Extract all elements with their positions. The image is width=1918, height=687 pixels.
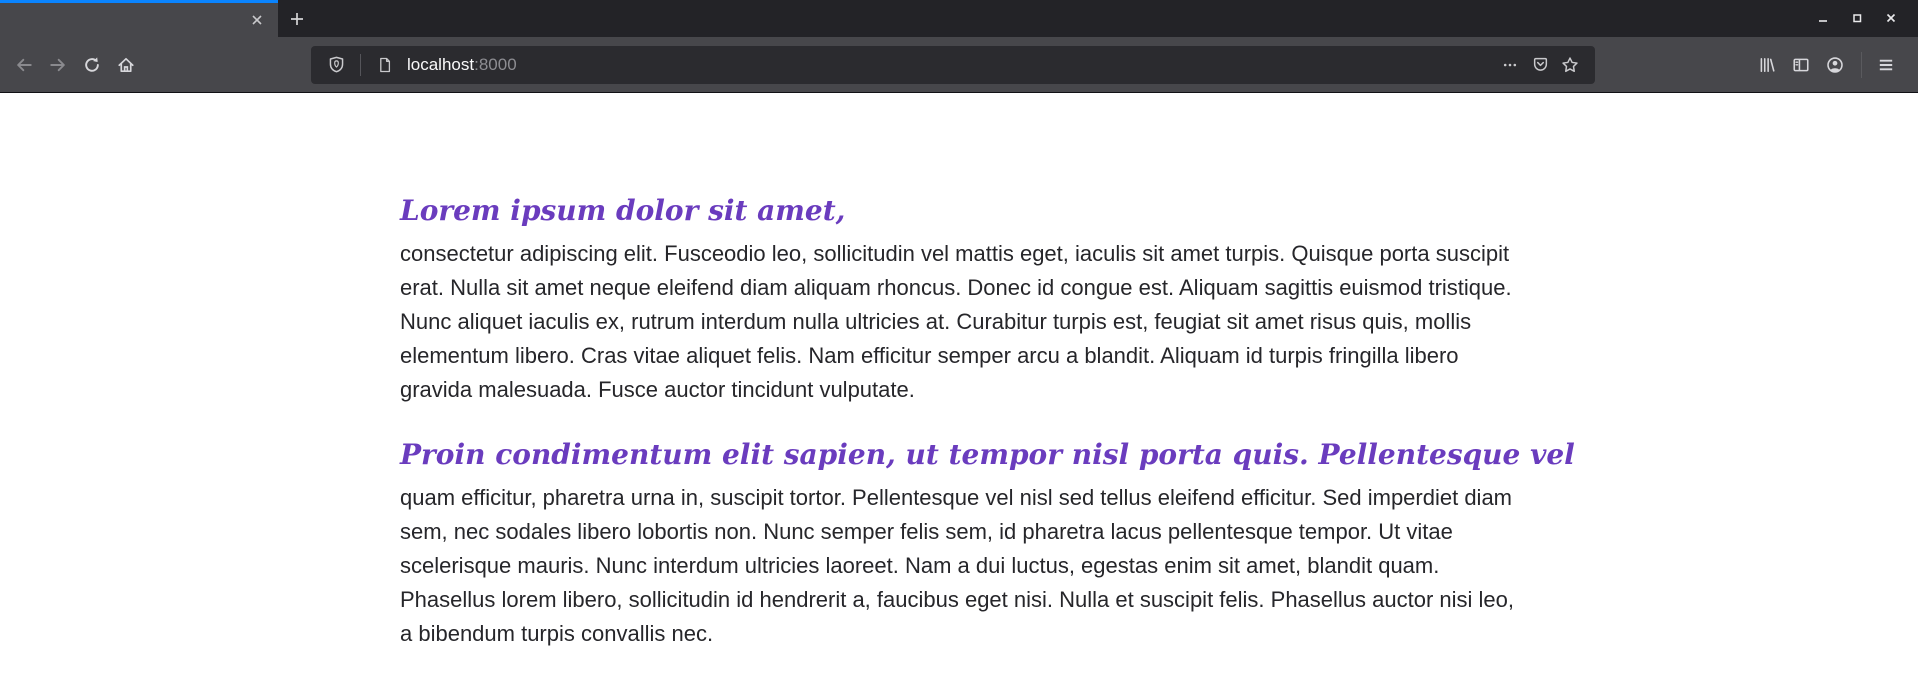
section-1 bbox=[400, 193, 1518, 407]
pocket-button[interactable] bbox=[1525, 50, 1555, 80]
new-tab-plus-icon bbox=[289, 11, 305, 27]
library-icon bbox=[1758, 56, 1776, 74]
menu-hamburger-icon bbox=[1877, 56, 1895, 74]
account-icon bbox=[1826, 56, 1844, 74]
tab-close-icon[interactable] bbox=[246, 9, 268, 31]
back-arrow-icon bbox=[15, 56, 33, 74]
home-icon bbox=[117, 56, 135, 74]
bookmark-star-icon bbox=[1561, 56, 1579, 74]
sidebar-icon bbox=[1792, 56, 1810, 74]
library-button[interactable] bbox=[1751, 49, 1783, 81]
toolbar-divider bbox=[1861, 52, 1862, 78]
browser-tab[interactable] bbox=[0, 0, 278, 37]
url-input[interactable] bbox=[407, 55, 517, 75]
forward-button[interactable] bbox=[42, 49, 74, 81]
home-button[interactable] bbox=[110, 49, 142, 81]
minimize-icon[interactable] bbox=[1806, 6, 1840, 30]
bookmark-button[interactable] bbox=[1555, 50, 1585, 80]
sidebar-button[interactable] bbox=[1785, 49, 1817, 81]
section-2-heading: Proin condimentum elit sapien, ut tempor nisl porta quis. Pellentesque vel bbox=[400, 438, 1575, 471]
maximize-icon[interactable] bbox=[1840, 6, 1874, 30]
section-1-heading: Lorem ipsum dolor sit amet, bbox=[400, 194, 846, 227]
url-host: localhost bbox=[407, 54, 475, 74]
url-port: :8000 bbox=[474, 54, 517, 74]
tracking-protection-button[interactable] bbox=[321, 50, 351, 80]
forward-arrow-icon bbox=[49, 56, 67, 74]
page-icon bbox=[377, 57, 393, 73]
tab-bar bbox=[0, 0, 1918, 37]
back-button[interactable] bbox=[8, 49, 40, 81]
close-icon[interactable] bbox=[1874, 6, 1908, 30]
site-info-button[interactable] bbox=[370, 50, 400, 80]
toolbar-right-cluster bbox=[1751, 49, 1904, 81]
account-button[interactable] bbox=[1819, 49, 1851, 81]
page-actions-dots-icon bbox=[1502, 57, 1518, 73]
pocket-icon bbox=[1532, 56, 1549, 73]
reload-icon bbox=[83, 56, 101, 74]
browser-viewport bbox=[0, 93, 1918, 687]
reload-button[interactable] bbox=[76, 49, 108, 81]
new-tab-button[interactable] bbox=[278, 0, 316, 37]
page-content bbox=[400, 93, 1575, 651]
urlbar-divider bbox=[360, 54, 361, 76]
section-2 bbox=[400, 437, 1575, 651]
navigation-toolbar bbox=[0, 37, 1918, 93]
window-drag-area bbox=[316, 0, 1806, 37]
section-1-body: consectetur adipiscing elit. Fusceodio leo, sollicitudin vel mattis eget, iaculis sit amet turpis. Quisque porta suscipit erat. Nulla sit amet neque eleifend diam aliquam rhoncus. Donec id congue est. Aliquam sagittis euismod tristique. Nunc aliquet iaculis ex, rutrum interdum nulla ultricies at. Curabitur turpis est, feugiat sit amet risus quis, mollis elementum libero. Cras vitae aliquet felis. Nam efficitur semper arcu a blandit. Aliquam id turpis fringilla libero gravida malesuada. Fusce auctor tincidunt vulputate. bbox=[400, 241, 1512, 402]
shield-icon bbox=[328, 56, 345, 73]
url-bar[interactable] bbox=[311, 46, 1595, 84]
section-2-body: quam efficitur, pharetra urna in, suscipit tortor. Pellentesque vel nisl sed tellus eleifend efficitur. Sed imperdiet diam sem, nec sodales libero lobortis non. Nunc semper felis sem, id pharetra lacus pellentesque tempor. Ut vitae scelerisque mauris. Nunc interdum ultricies laoreet. Nam a dui luctus, egestas enim sit amet, blandit quam. Phasellus lorem libero, sollicitudin id hendrerit a, faucibus eget nisi. Nulla et suscipit felis. Phasellus auctor nisi leo, a bibendum turpis convallis nec. bbox=[400, 485, 1514, 646]
page-actions-button[interactable] bbox=[1495, 50, 1525, 80]
menu-button[interactable] bbox=[1870, 49, 1902, 81]
window-controls bbox=[1806, 0, 1918, 37]
